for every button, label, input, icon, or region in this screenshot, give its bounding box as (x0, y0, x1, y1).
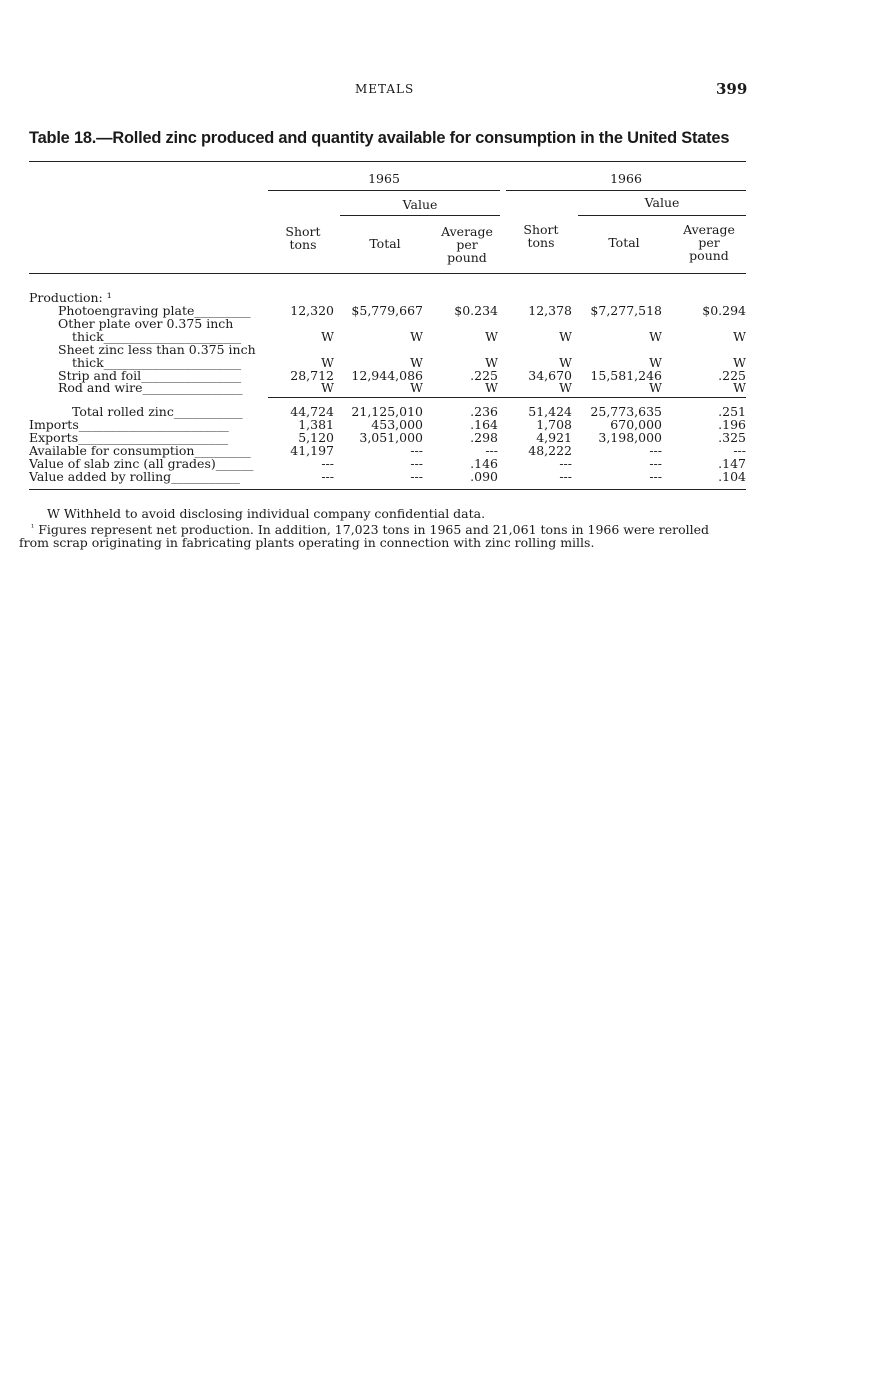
short-tons-1965-cell: 28,712 (290, 368, 334, 383)
year-1966-header: 1966 (610, 171, 642, 186)
avg-per-pound-1965-cell: $0.234 (454, 303, 498, 318)
avg-per-pound-1966-cell: .147 (718, 456, 746, 471)
avg-per-pound-1966-cell: $0.294 (702, 303, 746, 318)
short-tons-1965-cell: 5,120 (298, 430, 334, 445)
total-1966-cell: --- (649, 456, 662, 471)
total-1966-cell: 670,000 (610, 417, 662, 432)
row-label: Available for consumption_________ (29, 443, 251, 458)
short-tons-1966-cell: 1,708 (536, 417, 572, 432)
short-tons-1966-cell: 4,921 (536, 430, 572, 445)
short-tons-1966-cell: 34,670 (528, 368, 572, 383)
short-tons-1966-cell: --- (559, 469, 572, 484)
row-label: thick______________________ (72, 355, 242, 370)
running-head (0, 82, 878, 98)
total-1965-cell: W (410, 380, 423, 395)
total-1966-cell: $7,277,518 (590, 303, 662, 318)
short-tons-1966-cell: --- (559, 456, 572, 471)
short-tons-1966-cell: W (559, 329, 572, 344)
total-1965-cell: --- (410, 469, 423, 484)
table-row (0, 470, 878, 483)
avg-per-pound-1965-cell: W (485, 355, 498, 370)
total-1966-cell: 3,198,000 (598, 430, 662, 445)
total-1966-cell: 15,581,246 (590, 368, 662, 383)
row-label: Total rolled zinc___________ (72, 404, 243, 419)
total-1965-cell: $5,779,667 (351, 303, 423, 318)
avg-per-pound-1966-cell: W (733, 355, 746, 370)
total-1965-cell: 453,000 (371, 417, 423, 432)
short-tons-1965-cell: 41,197 (290, 443, 334, 458)
footnotes (19, 506, 749, 550)
row-label: Sheet zinc less than 0.375 inch (58, 342, 256, 357)
total-1966-cell: 25,773,635 (590, 404, 662, 419)
avg-per-pound-1966-cell: .225 (718, 368, 746, 383)
avg-per-pound-1965-cell: .090 (470, 469, 498, 484)
footnote-1-line-1: Figures represent net production. In addition, 17,023 tons in 1965 and 21,061 tons in 1966 were rerolled (38, 521, 709, 537)
row-label: Rod and wire________________ (58, 380, 243, 395)
footnote-1 (31, 521, 751, 537)
total-1966-cell: --- (649, 443, 662, 458)
value-rule-1966 (578, 215, 746, 216)
value-rule-1965 (340, 215, 500, 216)
total-1965-cell: 21,125,010 (351, 404, 423, 419)
value-group-header-1966: Value (644, 195, 680, 210)
total-1965-cell: 12,944,086 (351, 368, 423, 383)
avg-per-pound-1965-cell: .298 (470, 430, 498, 445)
total-rule (268, 397, 746, 398)
avg-per-pound-1966-cell: .251 (718, 404, 746, 419)
avg-per-pound-1965-cell: W (485, 329, 498, 344)
avg-per-pound-1966-cell: .104 (718, 469, 746, 484)
avg-per-pound-1965-cell: --- (485, 443, 498, 458)
total-1965-cell: W (410, 355, 423, 370)
row-label: Exports________________________ (29, 430, 229, 445)
row-label: thick______________________ (72, 329, 242, 344)
top-rule (29, 161, 746, 162)
avg-per-pound-1965-cell: W (485, 380, 498, 395)
avg-per-pound-1966-cell: .325 (718, 430, 746, 445)
total-1966-cell: W (649, 380, 662, 395)
header-bottom-rule (29, 273, 746, 274)
avg-per-pound-1965-cell: .236 (470, 404, 498, 419)
avg-per-pound-header-1966: Average per pound (683, 222, 735, 263)
year-1965-header: 1965 (368, 171, 400, 186)
table-title: Table 18.—Rolled zinc produced and quantity available for consumption in the United States (29, 129, 730, 147)
table-row (0, 381, 878, 394)
short-tons-header-1965: Short tons (285, 224, 321, 252)
total-header-1966: Total (608, 235, 640, 250)
avg-per-pound-1965-cell: .225 (470, 368, 498, 383)
year-1966-rule (506, 190, 746, 191)
footnote-w: W Withheld to avoid disclosing individual company confidential data. (47, 506, 486, 521)
total-1966-cell: W (649, 329, 662, 344)
row-label: Strip and foil________________ (58, 368, 242, 383)
row-label: Value of slab zinc (all grades)______ (29, 456, 254, 471)
short-tons-1965-cell: W (321, 380, 334, 395)
short-tons-1965-cell: 12,320 (290, 303, 334, 318)
avg-per-pound-1966-cell: W (733, 380, 746, 395)
total-1965-cell: W (410, 329, 423, 344)
row-label: Imports________________________ (29, 417, 229, 432)
short-tons-1965-cell: 44,724 (290, 404, 334, 419)
bottom-rule (29, 489, 746, 490)
total-header-1965: Total (369, 236, 401, 251)
avg-per-pound-1966-cell: --- (733, 443, 746, 458)
total-1965-cell: --- (410, 443, 423, 458)
footnote-1-line-2: from scrap originating in fabricating plants operating in connection with zinc rolling mills. (19, 535, 595, 550)
short-tons-1966-cell: 48,222 (528, 443, 572, 458)
short-tons-1966-cell: W (559, 355, 572, 370)
total-1965-cell: --- (410, 456, 423, 471)
row-label: Value added by rolling___________ (29, 469, 240, 484)
year-1965-rule (268, 190, 500, 191)
short-tons-header-1966: Short tons (523, 222, 559, 250)
footnote-marker: ¹ (31, 522, 35, 532)
value-group-header-1965: Value (402, 197, 438, 212)
total-1965-cell: 3,051,000 (359, 430, 423, 445)
short-tons-1965-cell: --- (321, 456, 334, 471)
avg-per-pound-1966-cell: .196 (718, 417, 746, 432)
short-tons-1965-cell: W (321, 355, 334, 370)
total-1966-cell: W (649, 355, 662, 370)
avg-per-pound-header-1965: Average per pound (441, 224, 493, 265)
page-number: 399 (716, 80, 748, 98)
short-tons-1966-cell: 12,378 (528, 303, 572, 318)
short-tons-1965-cell: --- (321, 469, 334, 484)
short-tons-1965-cell: 1,381 (298, 417, 334, 432)
row-label: Other plate over 0.375 inch (58, 316, 234, 331)
short-tons-1966-cell: W (559, 380, 572, 395)
row-label: Production: ¹ (29, 290, 112, 305)
section-title: METALS (355, 82, 415, 96)
avg-per-pound-1966-cell: W (733, 329, 746, 344)
short-tons-1966-cell: 51,424 (528, 404, 572, 419)
avg-per-pound-1965-cell: .146 (470, 456, 498, 471)
total-1966-cell: --- (649, 469, 662, 484)
short-tons-1965-cell: W (321, 329, 334, 344)
row-label: Photoengraving plate_________ (58, 303, 251, 318)
avg-per-pound-1965-cell: .164 (470, 417, 498, 432)
